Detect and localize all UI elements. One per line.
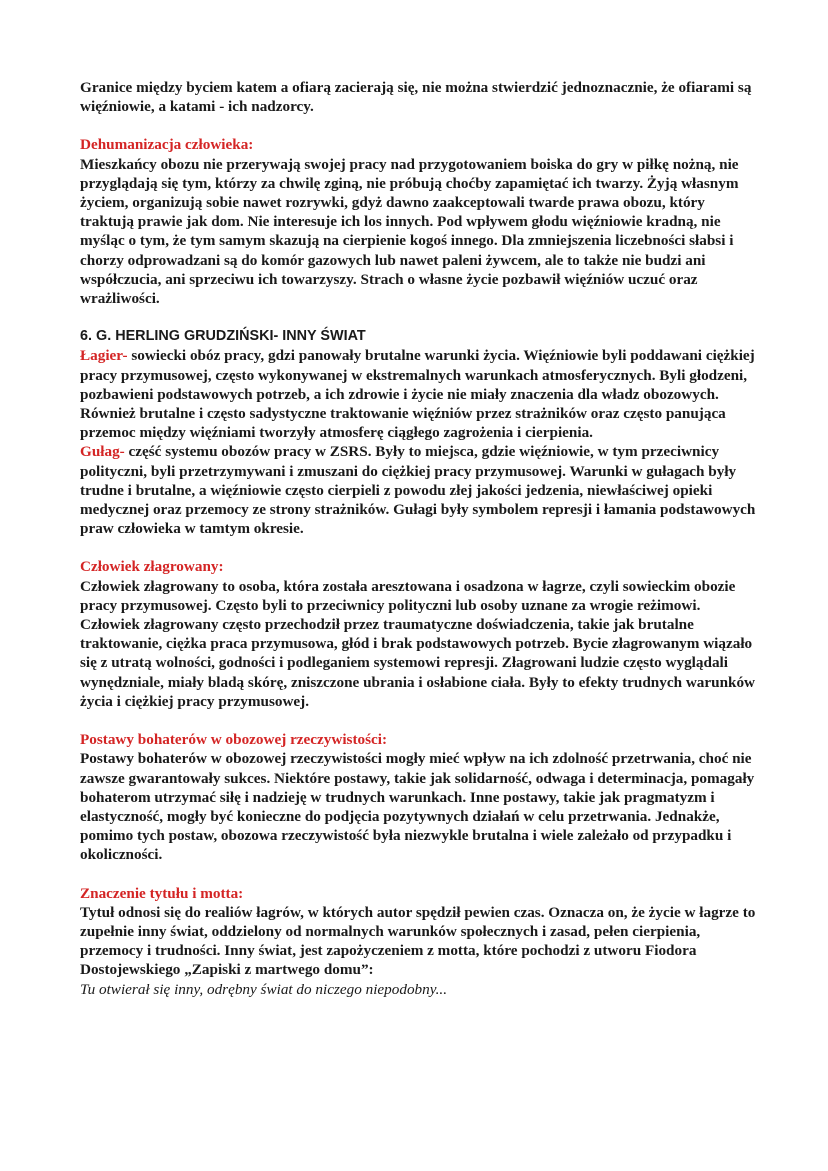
intro-paragraph: Granice między byciem katem a ofiarą zacierają się, nie można stwierdzić jednoznacznie, że ofiarami są więźniowie, a katami - ich nadzorcy. (80, 79, 752, 116)
zlagrowany-body: Człowiek złagrowany to osoba, która została aresztowana i osadzona w łagrze, czyli sowieckim obozie pracy przymusowej. Często byli to przeciwnicy polityczni lub osoby uznane za wrogie reżimowi. Człowiek złagrowany często przechodził przez traumatyczne doświadczenia, takie jak brutalne traktowanie, ciężka praca przymusowa, głód i brak podstawowych potrzeb. Bycie złagrowanym wiązało się z utratą wolności, godności i podleganiem systemowi represji. Złagrowani ludzie często wyglądali wynędzniale, miały bladą skórę, zniszczone ubrania i osłabione ciała. Były to efekty trudnych warunków życia i ciężkiej pracy przymusowej. (80, 577, 756, 710)
gulag-term: Gułag- (80, 443, 125, 461)
herling-section-title: 6. G. HERLING GRUDZIŃSKI- INNY ŚWIAT (80, 328, 366, 345)
gulag-text: część systemu obozów pracy w ZSRS. Były to miejsca, gdzie więźniowie, w tym przeciwnicy polityczni, byli przetrzymywani i zmuszani do ciężkiej pracy przymusowej. Warunki w gułagach były trudne i brutalne, a więźniowie często cierpieli z powodu złej jakości jedzenia, niewłaściwej opieki medycznej oraz przemocy ze strony strażników. Gułagi były symbolem represji i łamania podstawowych praw człowieka w tamtym okresie. (80, 443, 756, 538)
lager-definition (80, 346, 760, 442)
lager-term: Łagier- (80, 347, 128, 365)
dehumanizacja-body: Mieszkańcy obozu nie przerywają swojej pracy nad przygotowaniem boiska do gry w piłkę nożną, nie przyglądają się tym, którzy za chwilę zginą, nie próbują choćby zapamiętać ich twarzy. Żyją własnym życiem, organizują sobie nawet rozrywki, gdyż dawno zaakceptowali twarde prawa obozu, który traktują prawie jak dom. Nie interesuje ich los innych. Pod wpływem głodu więźniowie kradną, nie myśląc o tym, że tym samym skazują na cierpienie kogoś innego. Dla zmniejszenia liczebności słabsi i chorzy odprowadzani są do komór gazowych lub nawet paleni żywcem, ale to także nie budzi ani współczucia, ani sprzeciwu ich towarzyszy. Strach o własne życie pozbawił więźniów uczuć oraz wrażliwości. (80, 155, 739, 308)
postawy-body: Postawy bohaterów w obozowej rzeczywistości mogły mieć wpływ na ich zdolność przetrwania, choć nie zawsze gwarantowały sukces. Niektóre postawy, takie jak solidarność, odwaga i determinacja, pomagały bohaterom utrzymać siłę i nadzieję w trudnych warunkach. Inne postawy, takie jak pragmatyzm i elastyczność, mogły być konieczne do podjęcia pozytywnych działań w celu przetrwania. Jednakże, pomimo tych postaw, obozowa rzeczywistość była niezwykle brutalna i wiele zależało od przypadku i okoliczności. (80, 750, 755, 864)
znaczenie-body: Tytuł odnosi się do realiów łagrów, w których autor spędził pewien czas. Oznacza on, że życie w łagrze to zupełnie inny świat, oddzielony od normalnych warunków społecznych i zasad, pełen cierpienia, przemocy i trudności. Inny świat, jest zapożyczeniem z motta, które pochodzi z utworu Fiodora Dostojewskiego „Zapiski z martwego domu”: (80, 903, 756, 979)
dehumanizacja-heading: Dehumanizacja człowieka: (80, 136, 254, 154)
zlagrowany-heading: Człowiek złagrowany: (80, 558, 224, 576)
znaczenie-heading: Znaczenie tytułu i motta: (80, 884, 244, 902)
gulag-definition (80, 442, 760, 538)
postawy-heading: Postawy bohaterów w obozowej rzeczywistości: (80, 731, 388, 749)
lager-text: sowiecki obóz pracy, gdzi panowały brutalne warunki życia. Więźniowie byli poddawani ciężkiej pracy przymusowej, często wykonywanej w ekstremalnych warunkach atmosferycznych. Byli głodzeni, pozbawieni podstawowych potrzeb, a ich zdrowie i życie nie miały znaczenia dla władz obozowych. Również brutalne i często sadystyczne traktowanie więźniów przez strażników oraz często panująca przemoc między więźniami tworzyły atmosferę ciągłego zagrożenia i cierpienia. (80, 347, 755, 442)
document-page (80, 78, 760, 999)
motto-quote: Tu otwierał się inny, odrębny świat do niczego niepodobny... (80, 980, 448, 998)
